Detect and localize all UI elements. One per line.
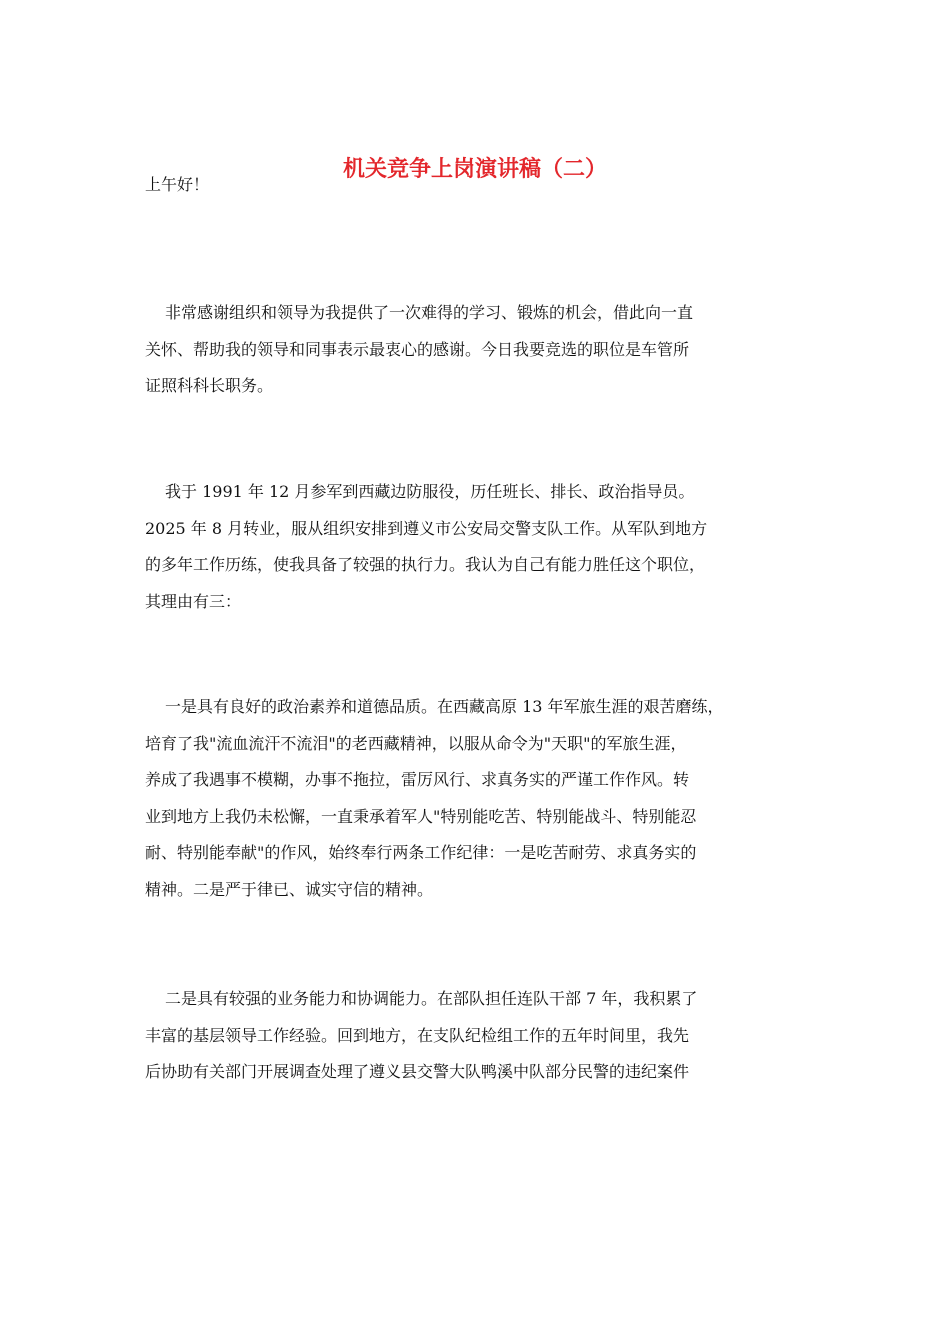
document-title: 机关竞争上岗演讲稿（二）: [342, 156, 607, 182]
paragraph-line: 2025 年 8 月转业，服从组织安排到遵义市公安局交警支队工作。从军队到地方: [145, 518, 708, 538]
paragraph-line: 我于 1991 年 12 月参军到西藏边防服役，历任班长、排长、政治指导员。: [165, 482, 695, 501]
paragraph-line: 关怀、帮助我的领导和同事表示最衷心的感谢。今日我要竞选的职位是车管所: [145, 339, 690, 359]
paragraph-line: 耐、特别能奉献"的作风，始终奉行两条工作纪律：一是吃苦耐劳、求真务实的: [145, 843, 697, 862]
paragraph-line: 证照科科长职务。: [145, 376, 274, 395]
paragraph-line: 业到地方上我仍未松懈，一直秉承着军人"特别能吃苦、特别能战斗、特别能忍: [145, 806, 697, 826]
paragraph-line: 的多年工作历练，使我具备了较强的执行力。我认为自己有能力胜任这个职位，: [145, 555, 706, 574]
paragraph-line: 后协助有关部门开展调查处理了遵义县交警大队鸭溪中队部分民警的违纪案件: [145, 1062, 690, 1081]
paragraph-line: 养成了我遇事不模糊，办事不拖拉，雷厉风行、求真务实的严谨工作作风。转: [145, 770, 690, 789]
paragraph-line: 非常感谢组织和领导为我提供了一次难得的学习、锻炼的机会，借此向一直: [165, 303, 694, 322]
paragraph-line: 其理由有三：: [145, 591, 242, 611]
greeting-text: 上午好！: [145, 175, 210, 194]
paragraph-2: [145, 474, 809, 620]
paragraph-line: 一是具有良好的政治素养和道德品质。在西藏高原 13 年军旅生涯的艰苦磨练，: [165, 697, 724, 716]
paragraph-line: 二是具有较强的业务能力和协调能力。在部队担任连队干部 7 年，我积累了: [165, 989, 698, 1008]
paragraph-line: 精神。二是严于律已、诚实守信的精神。: [145, 879, 434, 899]
paragraph-3: [145, 689, 809, 908]
paragraph-1: [145, 295, 809, 405]
paragraph-4: [145, 981, 809, 1091]
paragraph-line: 培育了我"流血流汗不流泪"的老西藏精神，以服从命令为"天职"的军旅生涯，: [145, 733, 687, 753]
paragraph-line: 丰富的基层领导工作经验。回到地方，在支队纪检组工作的五年时间里，我先: [145, 1025, 690, 1045]
